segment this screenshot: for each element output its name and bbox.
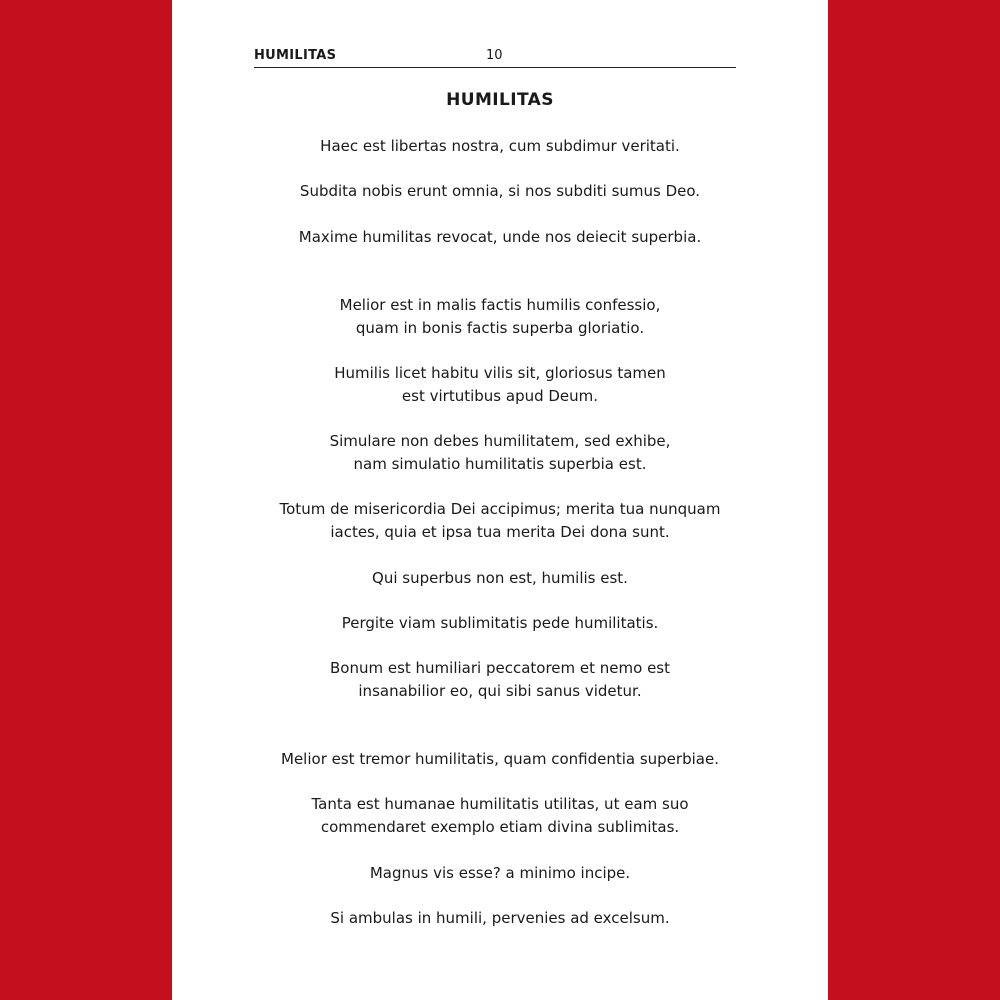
page-title: HUMILITAS [446,90,554,110]
quote [172,748,828,771]
quote [172,226,828,249]
quote-line: Melior est in malis factis humilis confessio, [339,296,661,314]
quote-line: Qui superbus non est, humilis est. [372,569,628,587]
running-header [254,48,736,68]
quote [172,362,828,408]
quote-line: quam in bonis factis superba gloriatio. [355,319,645,337]
quote [172,135,828,158]
quote-line: Tanta est humanae humilitatis utilitas, ut eam suo [311,795,689,813]
quote [172,567,828,590]
quote-line: Haec est libertas nostra, cum subdimur veritati. [320,137,680,155]
quote [172,907,828,930]
quote [172,430,828,476]
page-number: 10 [486,48,503,63]
quote-line: Humilis licet habitu vilis sit, gloriosus tamen [334,364,666,382]
quote-line: Melior est tremor humilitatis, quam confidentia superbiae. [281,750,719,768]
quote [172,793,828,839]
quote-line: Simulare non debes humilitatem, sed exhibe, [329,432,671,450]
quote-line: commendaret exemplo etiam divina sublimitas. [320,818,680,836]
quote [172,657,828,703]
quote-line: Subdita nobis erunt omnia, si nos subditi sumus Deo. [299,182,701,200]
quote-line: insanabilior eo, qui sibi sanus videtur. [358,682,642,700]
quote-line: Bonum est humiliari peccatorem et nemo est [329,659,670,677]
quote-line: Pergite viam sublimitatis pede humilitatis. [341,614,659,632]
quote-line: nam simulatio humilitatis superbia est. [353,455,647,473]
quote-line: Maxime humilitas revocat, unde nos deiecit superbia. [298,228,702,246]
quote [172,294,828,340]
quote-line: Si ambulas in humili, pervenies ad excelsum. [330,909,670,927]
quote [172,180,828,203]
quote [172,498,828,544]
quote [172,862,828,885]
quote [172,612,828,635]
book-page [172,0,828,1000]
quote-line: Totum de misericordia Dei accipimus; merita tua nunquam [279,500,721,518]
quote-line: iactes, quia et ipsa tua merita Dei dona sunt. [330,523,670,541]
quote-line: est virtutibus apud Deum. [401,387,599,405]
quote-line: Magnus vis esse? a minimo incipe. [369,864,631,882]
running-title: HUMILITAS [254,48,337,63]
